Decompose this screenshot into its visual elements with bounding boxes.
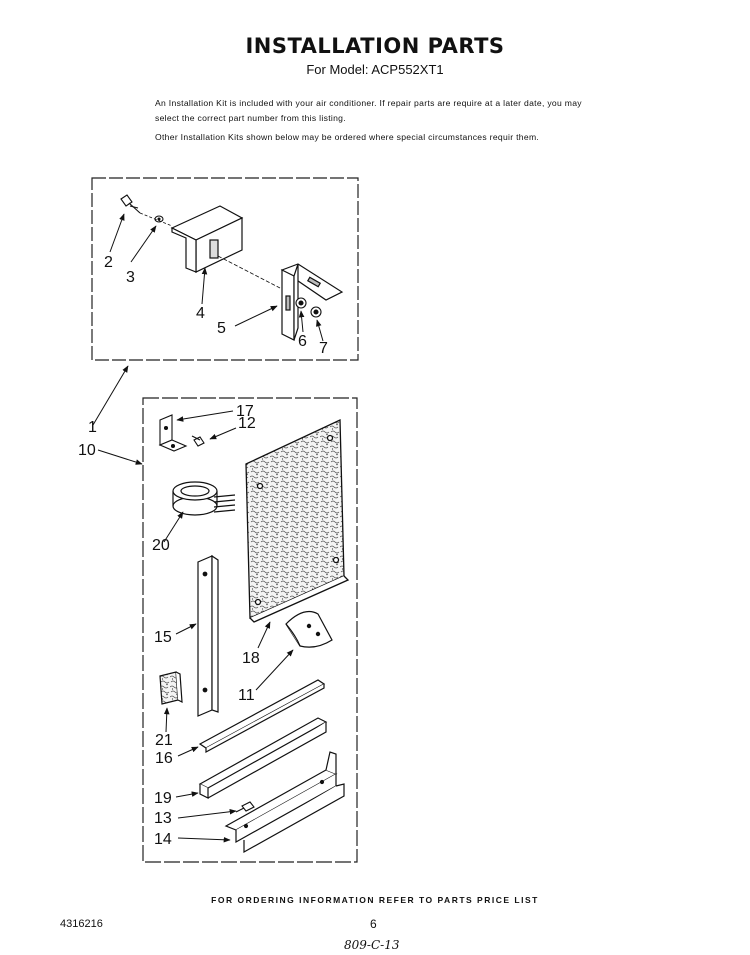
label-15: 15 [154,629,172,646]
label-4: 4 [196,305,205,322]
tape-roll-part-20 [173,482,235,515]
l-bracket-part-5 [282,264,342,340]
label-17: 17 [236,403,254,420]
page-number: 6 [370,917,377,931]
label-2: 2 [104,254,113,271]
label-20: 20 [152,537,170,554]
label-19: 19 [154,790,172,807]
label-18: 18 [242,650,260,667]
foam-block-part-21 [160,672,182,704]
label-1: 1 [88,419,97,436]
intro-paragraph-2: Other Installation Kits shown below may be ordered where special circumstances requir them. [155,132,540,142]
bracket-part-17 [160,415,186,451]
label-7: 7 [319,340,328,357]
label-12: 12 [238,415,256,432]
label-3: 3 [126,269,135,286]
model-subtitle: For Model: ACP552XT1 [306,62,444,77]
handwritten-note: 809-C-13 [344,938,400,952]
label-13: 13 [154,810,172,827]
nut-part-6 [296,298,306,308]
document-number: 4316216 [60,918,103,930]
nut-part-7 [311,307,321,317]
screw-part-13 [236,802,254,812]
screw-part-2 [121,195,140,213]
angle-bracket-part-4 [172,206,242,272]
label-5: 5 [217,320,226,337]
label-6: 6 [298,333,307,350]
ordering-note: FOR ORDERING INFORMATION REFER TO PARTS PRICE LIST [211,895,539,905]
label-10: 10 [78,442,96,459]
curved-bracket-part-11 [286,612,332,648]
label-16: 16 [155,750,173,767]
foam-panel-part-18 [246,420,348,622]
intro-paragraph-1: An Installation Kit is included with your air conditioner. If repair parts are require at a later date, you may select the correct part number from this listing. [155,98,582,123]
channel-part-15 [198,556,218,716]
label-11: 11 [238,687,255,704]
label-21: 21 [155,732,173,749]
label-14: 14 [154,831,172,848]
screw-part-12 [192,436,204,446]
page-title: INSTALLATION PARTS [245,34,505,58]
